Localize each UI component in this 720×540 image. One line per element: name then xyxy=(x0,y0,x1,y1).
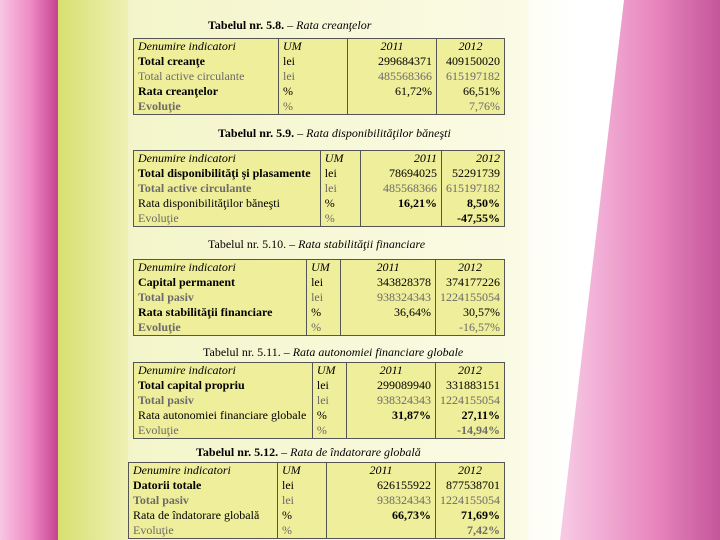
table-cell: 27,11% xyxy=(461,408,500,422)
table-cell: % xyxy=(307,305,341,320)
table-cell: UM xyxy=(279,39,348,55)
table-row xyxy=(134,99,505,115)
table-header-row xyxy=(134,260,505,276)
table-row xyxy=(129,478,505,493)
table-cell: Evoluţie xyxy=(134,320,307,336)
table-cell: Capital permanent xyxy=(134,275,307,290)
table-cell: % xyxy=(279,84,348,99)
table-cell: Total capital propriu xyxy=(134,378,313,393)
table-cell: 2012 xyxy=(458,463,482,477)
table-cell: Rata creanţelor xyxy=(134,84,279,99)
table-cell: Total disponibilităţi şi plasamente xyxy=(134,166,321,181)
caption-table-5-9 xyxy=(218,126,451,141)
table-row xyxy=(134,290,505,305)
table-cell: 2011 xyxy=(348,39,437,55)
table-row xyxy=(134,423,505,439)
table-row xyxy=(129,493,505,508)
table-cell: 343828378 xyxy=(341,275,436,290)
table-cell: % xyxy=(279,99,348,115)
table-cell: 66,51% xyxy=(463,84,500,98)
table-cell: 1224155054 xyxy=(440,393,500,407)
table-cell: 66,73% xyxy=(327,508,436,523)
table-cell: 485568366 xyxy=(348,69,437,84)
table-cell: – Rata stabilităţii financiare xyxy=(286,237,426,251)
table-cell: Rata disponibilităţilor băneşti xyxy=(134,196,321,211)
table-cell xyxy=(327,523,436,539)
table-cell: Rata autonomiei financiare globale xyxy=(134,408,313,423)
table-cell: – Rata de îndatorare globală xyxy=(278,445,421,459)
table-cell: Rata stabilităţii financiare xyxy=(134,305,307,320)
caption-table-5-12 xyxy=(196,445,421,460)
table-rata-autonomiei xyxy=(133,362,505,439)
table-cell: -16,57% xyxy=(459,320,500,334)
table-cell: 2011 xyxy=(347,363,436,379)
table-cell: 2011 xyxy=(360,151,441,167)
table-cell xyxy=(341,320,436,336)
caption-table-5-11 xyxy=(203,345,463,360)
table-cell: Datorii totale xyxy=(129,478,278,493)
table-row xyxy=(129,508,505,523)
table-rata-creantelor xyxy=(133,38,505,115)
table-cell: 71,69% xyxy=(461,508,500,522)
left-decor-band xyxy=(58,0,128,540)
table-cell: Rata de îndatorare globală xyxy=(129,508,278,523)
table-row xyxy=(134,305,505,320)
table-cell: 2012 xyxy=(476,151,500,165)
table-row xyxy=(134,84,505,99)
table-cell xyxy=(348,99,437,115)
table-cell: 2012 xyxy=(458,39,483,53)
table-cell: 16,21% xyxy=(360,196,441,211)
right-decor-stripe xyxy=(560,0,720,540)
table-cell: 1224155054 xyxy=(440,290,500,304)
table-header-row xyxy=(134,151,505,167)
table-cell: Evoluţie xyxy=(134,99,279,115)
table-cell xyxy=(347,423,436,439)
table-cell: 938324343 xyxy=(327,493,436,508)
table-cell: Total pasiv xyxy=(134,290,307,305)
table-row xyxy=(134,196,505,211)
table-cell: Total active circulante xyxy=(134,69,279,84)
table-cell: Total active circulante xyxy=(134,181,321,196)
table-row xyxy=(134,275,505,290)
table-cell: 626155922 xyxy=(327,478,436,493)
table-cell: % xyxy=(307,320,341,336)
table-cell: – Rata disponibilităţilor băneşti xyxy=(294,126,451,140)
table-cell: lei xyxy=(279,69,348,84)
table-cell: Evoluţie xyxy=(134,211,321,227)
table-cell: 299089940 xyxy=(347,378,436,393)
table-cell: UM xyxy=(320,151,360,167)
table-cell: – Rata autonomiei financiare globale xyxy=(280,345,464,359)
table-cell: Tabelul nr. 5.8. xyxy=(208,18,285,32)
table-cell: Tabelul nr. 5.9. xyxy=(218,126,295,140)
table-cell: lei xyxy=(278,493,327,508)
table-cell: Evoluţie xyxy=(129,523,278,539)
table-cell: UM xyxy=(278,463,327,479)
table-cell: 615197182 xyxy=(446,69,500,83)
table-cell: % xyxy=(320,211,360,227)
table-cell: Denumire indicatori xyxy=(134,260,307,276)
table-cell: % xyxy=(278,508,327,523)
table-cell: 409150020 xyxy=(446,54,500,68)
caption-table-5-10 xyxy=(208,237,425,252)
table-cell: lei xyxy=(312,378,346,393)
table-cell: 485568366 xyxy=(360,181,441,196)
table-cell: Denumire indicatori xyxy=(134,151,321,167)
table-header-row xyxy=(129,463,505,479)
table-cell: Tabelul nr. 5.12. xyxy=(196,445,279,459)
table-cell: 374177226 xyxy=(446,275,500,289)
table-cell: lei xyxy=(307,275,341,290)
table-cell: 331883151 xyxy=(446,378,500,392)
table-row xyxy=(134,69,505,84)
table-cell: 938324343 xyxy=(347,393,436,408)
table-cell: 2011 xyxy=(327,463,436,479)
table-cell: Tabelul nr. 5.11. xyxy=(203,345,281,359)
table-cell: 2012 xyxy=(458,363,482,377)
table-rata-indatorare xyxy=(128,462,505,539)
table-header-row xyxy=(134,39,505,55)
table-cell: lei xyxy=(279,54,348,69)
table-cell: Denumire indicatori xyxy=(134,39,279,55)
table-cell: 78694025 xyxy=(360,166,441,181)
table-cell: 7,76% xyxy=(469,99,500,113)
table-cell: % xyxy=(278,523,327,539)
table-cell: Total pasiv xyxy=(134,393,313,408)
table-cell: 36,64% xyxy=(341,305,436,320)
table-cell: 615197182 xyxy=(446,181,500,195)
table-cell: Total pasiv xyxy=(129,493,278,508)
table-cell: lei xyxy=(312,393,346,408)
table-cell: – Rata creanţelor xyxy=(284,18,372,32)
table-cell: -47,55% xyxy=(457,211,500,225)
table-rata-disponibilitatilor xyxy=(133,150,505,227)
table-cell: % xyxy=(312,423,346,439)
table-cell: 61,72% xyxy=(348,84,437,99)
table-cell: lei xyxy=(320,181,360,196)
table-cell: % xyxy=(312,408,346,423)
table-cell: 8,50% xyxy=(467,196,500,210)
table-cell: 1224155054 xyxy=(440,493,500,507)
left-decor-stripe xyxy=(0,0,60,540)
table-cell: 7,42% xyxy=(467,523,500,537)
table-cell: 2011 xyxy=(341,260,436,276)
table-row xyxy=(134,54,505,69)
table-cell: 31,87% xyxy=(347,408,436,423)
table-cell: Denumire indicatori xyxy=(134,363,313,379)
table-cell xyxy=(360,211,441,227)
table-cell: lei xyxy=(278,478,327,493)
table-row xyxy=(129,523,505,539)
table-cell: 299684371 xyxy=(348,54,437,69)
table-cell: UM xyxy=(312,363,346,379)
table-cell: 2012 xyxy=(458,260,482,274)
table-cell: 30,57% xyxy=(463,305,500,319)
table-cell: 52291739 xyxy=(452,166,500,180)
table-row xyxy=(134,378,505,393)
table-row xyxy=(134,181,505,196)
caption-table-5-8 xyxy=(208,18,371,33)
table-cell: % xyxy=(320,196,360,211)
table-cell: Evoluţie xyxy=(134,423,313,439)
table-cell: lei xyxy=(320,166,360,181)
table-row xyxy=(134,166,505,181)
table-cell: 877538701 xyxy=(446,478,500,492)
table-cell: 938324343 xyxy=(341,290,436,305)
table-header-row xyxy=(134,363,505,379)
table-row xyxy=(134,320,505,336)
table-row xyxy=(134,211,505,227)
table-cell: Denumire indicatori xyxy=(129,463,278,479)
table-cell: Total creanţe xyxy=(134,54,279,69)
table-cell: lei xyxy=(307,290,341,305)
table-cell: UM xyxy=(307,260,341,276)
table-cell: -14,94% xyxy=(457,423,500,437)
table-row xyxy=(134,393,505,408)
table-cell: Tabelul nr. 5.10. xyxy=(208,237,287,251)
table-rata-stabilitatii xyxy=(133,259,505,336)
table-row xyxy=(134,408,505,423)
